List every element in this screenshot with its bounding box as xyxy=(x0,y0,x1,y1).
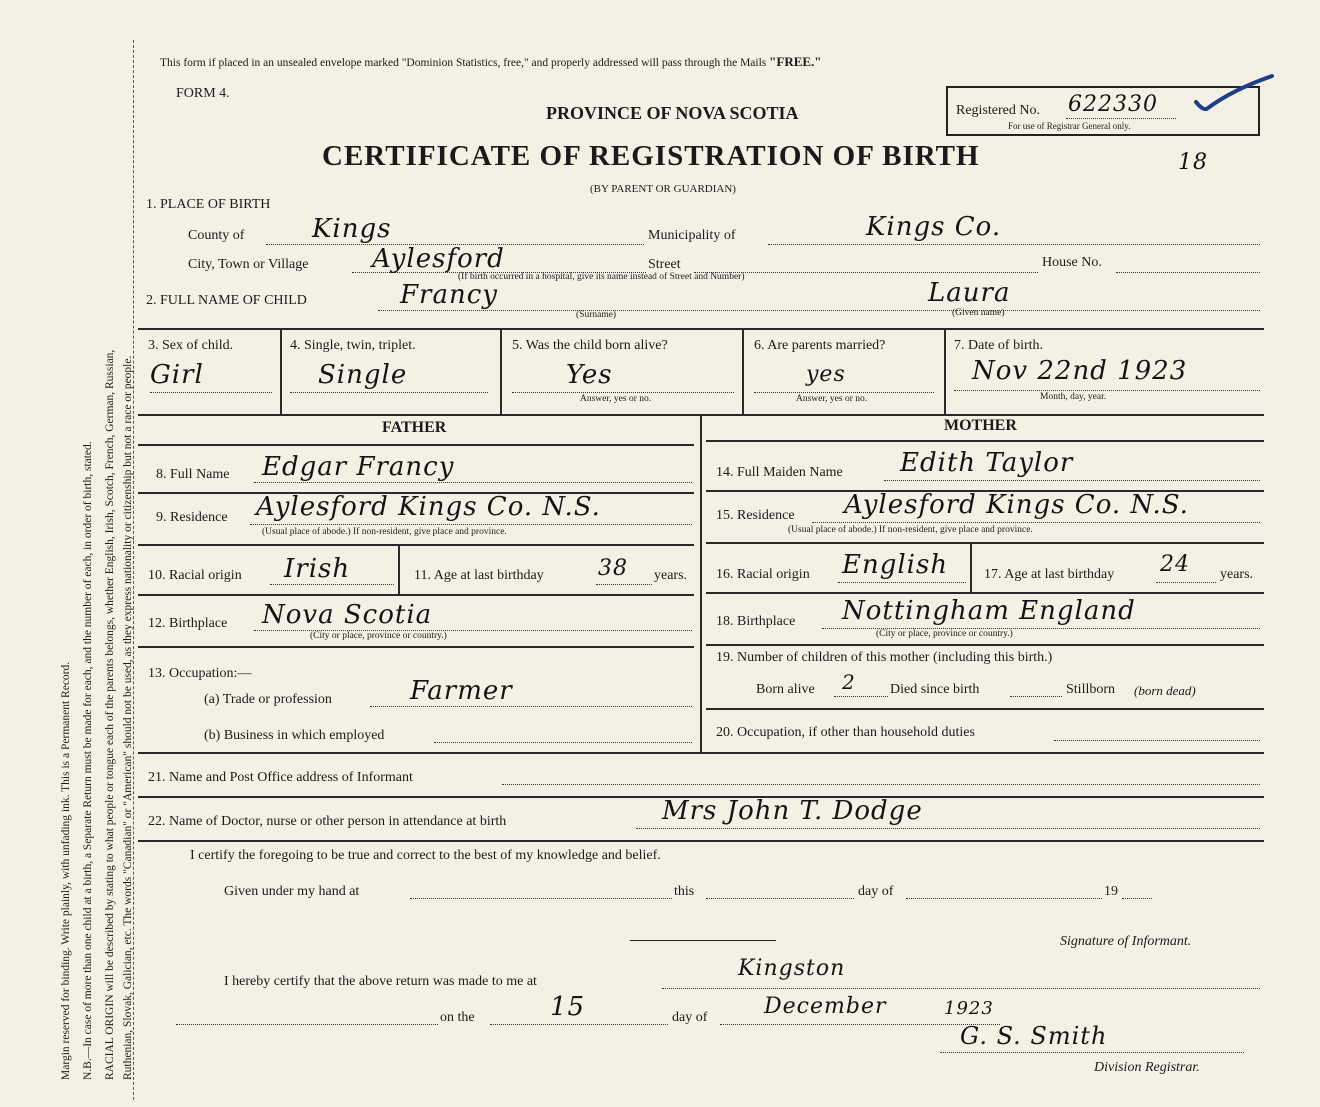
business-label: (b) Business in which employed xyxy=(204,728,385,743)
registration-day-label: day of xyxy=(672,1010,708,1025)
born-alive-caption: Answer, yes or no. xyxy=(580,394,652,404)
mother-birthplace-value: Nottingham England xyxy=(842,596,1136,626)
stillborn-label: Stillborn xyxy=(1066,682,1116,697)
this-label: this xyxy=(674,884,695,899)
mother-residence-caption: (Usual place of abode.) If non-resident, give place and province. xyxy=(788,525,1033,535)
father-age-value: 38 xyxy=(598,556,628,581)
mother-residence-value: Aylesford Kings Co. N.S. xyxy=(844,490,1189,520)
municipality-label: Municipality of xyxy=(648,228,736,243)
mother-heading: MOTHER xyxy=(944,417,1017,434)
registrar-note: For use of Registrar General only. xyxy=(1008,121,1131,131)
division-registrar-label: Division Registrar. xyxy=(1094,1060,1200,1075)
rule-occupation-bottom xyxy=(138,752,1264,754)
registrar-certify-text: I hereby certify that the above return was made to me at xyxy=(224,974,537,989)
rule-father-age xyxy=(398,544,400,594)
mother-age-label: 17. Age at last birthday xyxy=(984,567,1115,582)
doctor-value: Mrs John T. Dodge xyxy=(662,796,923,826)
registration-month-value: December xyxy=(764,994,887,1019)
trade-label: (a) Trade or profession xyxy=(204,692,332,707)
form-number: FORM 4. xyxy=(176,86,230,101)
born-alive-label: 5. Was the child born alive? xyxy=(512,338,668,353)
registered-label: Registered No. xyxy=(956,103,1040,118)
mother-birthplace-caption: (City or place, province or country.) xyxy=(876,629,1013,639)
married-value: yes xyxy=(806,362,846,387)
trade-value: Farmer xyxy=(410,676,513,706)
city-label: City, Town or Village xyxy=(188,257,309,272)
child-name-label: 2. FULL NAME OF CHILD xyxy=(146,293,307,308)
check-mark-icon xyxy=(1188,72,1278,127)
informant-signature-label: Signature of Informant. xyxy=(1060,934,1192,949)
certify-text: I certify the foregoing to be true and correct to the best of my knowledge and belief. xyxy=(190,848,661,863)
stillborn-note: (born dead) xyxy=(1134,683,1196,698)
child-surname-value: Francy xyxy=(400,280,498,310)
city-value: Aylesford xyxy=(372,244,505,274)
married-label: 6. Are parents married? xyxy=(754,338,886,353)
rule-father-birthplace xyxy=(138,646,694,648)
plurality-label: 4. Single, twin, triplet. xyxy=(290,338,416,353)
street-label: Street xyxy=(648,257,681,272)
mail-note-text: This form if placed in an unsealed envelope marked "Dominion Statistics, free," and properly addressed will pass through the Mails xyxy=(160,57,770,69)
rule-v-1 xyxy=(280,328,282,414)
father-heading: FATHER xyxy=(382,419,447,436)
province-heading: PROVINCE OF NOVA SCOTIA xyxy=(546,103,799,123)
registrar-place-value: Kingston xyxy=(738,956,846,981)
mother-age-value: 24 xyxy=(1160,552,1190,577)
place-of-birth-heading: 1. PLACE OF BIRTH xyxy=(146,197,271,212)
rule-mother-racial xyxy=(706,592,1264,594)
father-residence-value: Aylesford Kings Co. N.S. xyxy=(256,492,601,522)
informant-label: 21. Name and Post Office address of Informant xyxy=(148,770,413,785)
father-racial-label: 10. Racial origin xyxy=(148,568,242,583)
occupation-label: 13. Occupation:— xyxy=(148,666,252,681)
dob-caption: Month, day, year. xyxy=(1040,392,1107,402)
child-given-name-value: Laura xyxy=(928,278,1011,308)
father-birthplace-label: 12. Birthplace xyxy=(148,616,228,631)
surname-caption: (Surname) xyxy=(576,310,617,320)
dob-label: 7. Date of birth. xyxy=(954,338,1044,353)
hospital-note: (If birth occurred in a hospital, give its name instead of Street and Number) xyxy=(458,272,745,282)
born-alive-count-label: Born alive xyxy=(756,682,815,697)
father-birthplace-caption: (City or place, province or country.) xyxy=(310,631,447,641)
mail-note-free: "FREE." xyxy=(769,54,822,69)
plurality-value: Single xyxy=(318,360,408,390)
father-age-unit: years. xyxy=(654,568,688,583)
father-name-label: 8. Full Name xyxy=(156,467,230,482)
mother-children-label: 19. Number of children of this mother (including this birth.) xyxy=(716,650,1053,665)
rule-mother-heading xyxy=(706,440,1264,442)
margin-note-racial-origin-2: Ruthenian, Slovak, Galician, etc. The words "Canadian" or "American" should not be used, as they express nationality or citizenship but not a race or people. xyxy=(122,355,134,1080)
born-alive-value: Yes xyxy=(566,360,613,390)
doctor-label: 22. Name of Doctor, nurse or other person in attendance at birth xyxy=(148,814,507,829)
margin-note-racial-origin: RACIAL ORIGIN will be described by stating to what people or tongue each of the parents belongs, whether English, Irish, Scotch, French, German, Russian, xyxy=(104,349,116,1080)
informant-signature-line xyxy=(630,940,776,941)
father-birthplace-value: Nova Scotia xyxy=(262,600,433,630)
registration-year-value: 1923 xyxy=(944,998,994,1019)
rule-mother-residence xyxy=(706,542,1264,544)
house-no-label: House No. xyxy=(1042,255,1102,270)
given-name-caption: (Given name) xyxy=(952,308,1005,318)
binding-margin-line xyxy=(133,40,134,1100)
mail-note xyxy=(160,54,822,70)
father-racial-value: Irish xyxy=(284,554,351,584)
rule-v-3 xyxy=(742,328,744,414)
mother-racial-label: 16. Racial origin xyxy=(716,567,810,582)
born-alive-count-value: 2 xyxy=(842,670,856,694)
father-name-value: Edgar Francy xyxy=(262,452,455,482)
rule-mother-children xyxy=(706,708,1264,710)
corner-mark: 18 xyxy=(1178,150,1208,175)
page-title: CERTIFICATE OF REGISTRATION OF BIRTH xyxy=(322,140,980,172)
rule-top-details xyxy=(138,328,1264,330)
dob-value: Nov 22nd 1923 xyxy=(972,356,1188,386)
year-label: 19 xyxy=(1104,884,1118,899)
mother-age-unit: years. xyxy=(1220,567,1254,582)
registered-value: 622330 xyxy=(1068,92,1158,117)
rule-father-heading xyxy=(138,444,694,446)
sex-value: Girl xyxy=(150,360,204,390)
mother-residence-label: 15. Residence xyxy=(716,508,795,523)
page-subtitle: (BY PARENT OR GUARDIAN) xyxy=(590,183,736,195)
registrar-signature-value: G. S. Smith xyxy=(960,1022,1108,1050)
mother-name-value: Edith Taylor xyxy=(900,448,1074,478)
father-residence-caption: (Usual place of abode.) If non-resident, give place and province. xyxy=(262,527,507,537)
died-since-birth-label: Died since birth xyxy=(890,682,980,697)
sex-label: 3. Sex of child. xyxy=(148,338,234,353)
municipality-value: Kings Co. xyxy=(866,212,1002,242)
rule-father-racial xyxy=(138,594,694,596)
father-age-label: 11. Age at last birthday xyxy=(414,568,544,583)
rule-center xyxy=(700,414,702,752)
day-of-label: day of xyxy=(858,884,894,899)
on-the-label: on the xyxy=(440,1010,475,1025)
margin-note-binding: Margin reserved for binding. Write plainly, with unfading ink. This is a Permanent Record. xyxy=(60,661,72,1080)
registration-day-value: 15 xyxy=(550,992,586,1022)
margin-note-multiple-birth: N.B.—In case of more than one child at a birth, a Separate Return must be made for each, and the number of each, in order of birth, stated. xyxy=(82,441,94,1080)
rule-mother-age xyxy=(970,542,972,592)
county-label: County of xyxy=(188,228,245,243)
rule-father-residence xyxy=(138,544,694,546)
mother-occupation-label: 20. Occupation, if other than household duties xyxy=(716,725,975,740)
given-under-label: Given under my hand at xyxy=(224,884,360,899)
rule-v-2 xyxy=(500,328,502,414)
mother-name-label: 14. Full Maiden Name xyxy=(716,465,843,480)
mother-racial-value: English xyxy=(842,550,949,580)
county-value: Kings xyxy=(312,214,392,244)
rule-doctor-bottom xyxy=(138,840,1264,842)
rule-v-4 xyxy=(944,328,946,414)
father-residence-label: 9. Residence xyxy=(156,510,228,525)
mother-birthplace-label: 18. Birthplace xyxy=(716,614,796,629)
married-caption: Answer, yes or no. xyxy=(796,394,868,404)
rule-mother-birthplace xyxy=(706,644,1264,646)
